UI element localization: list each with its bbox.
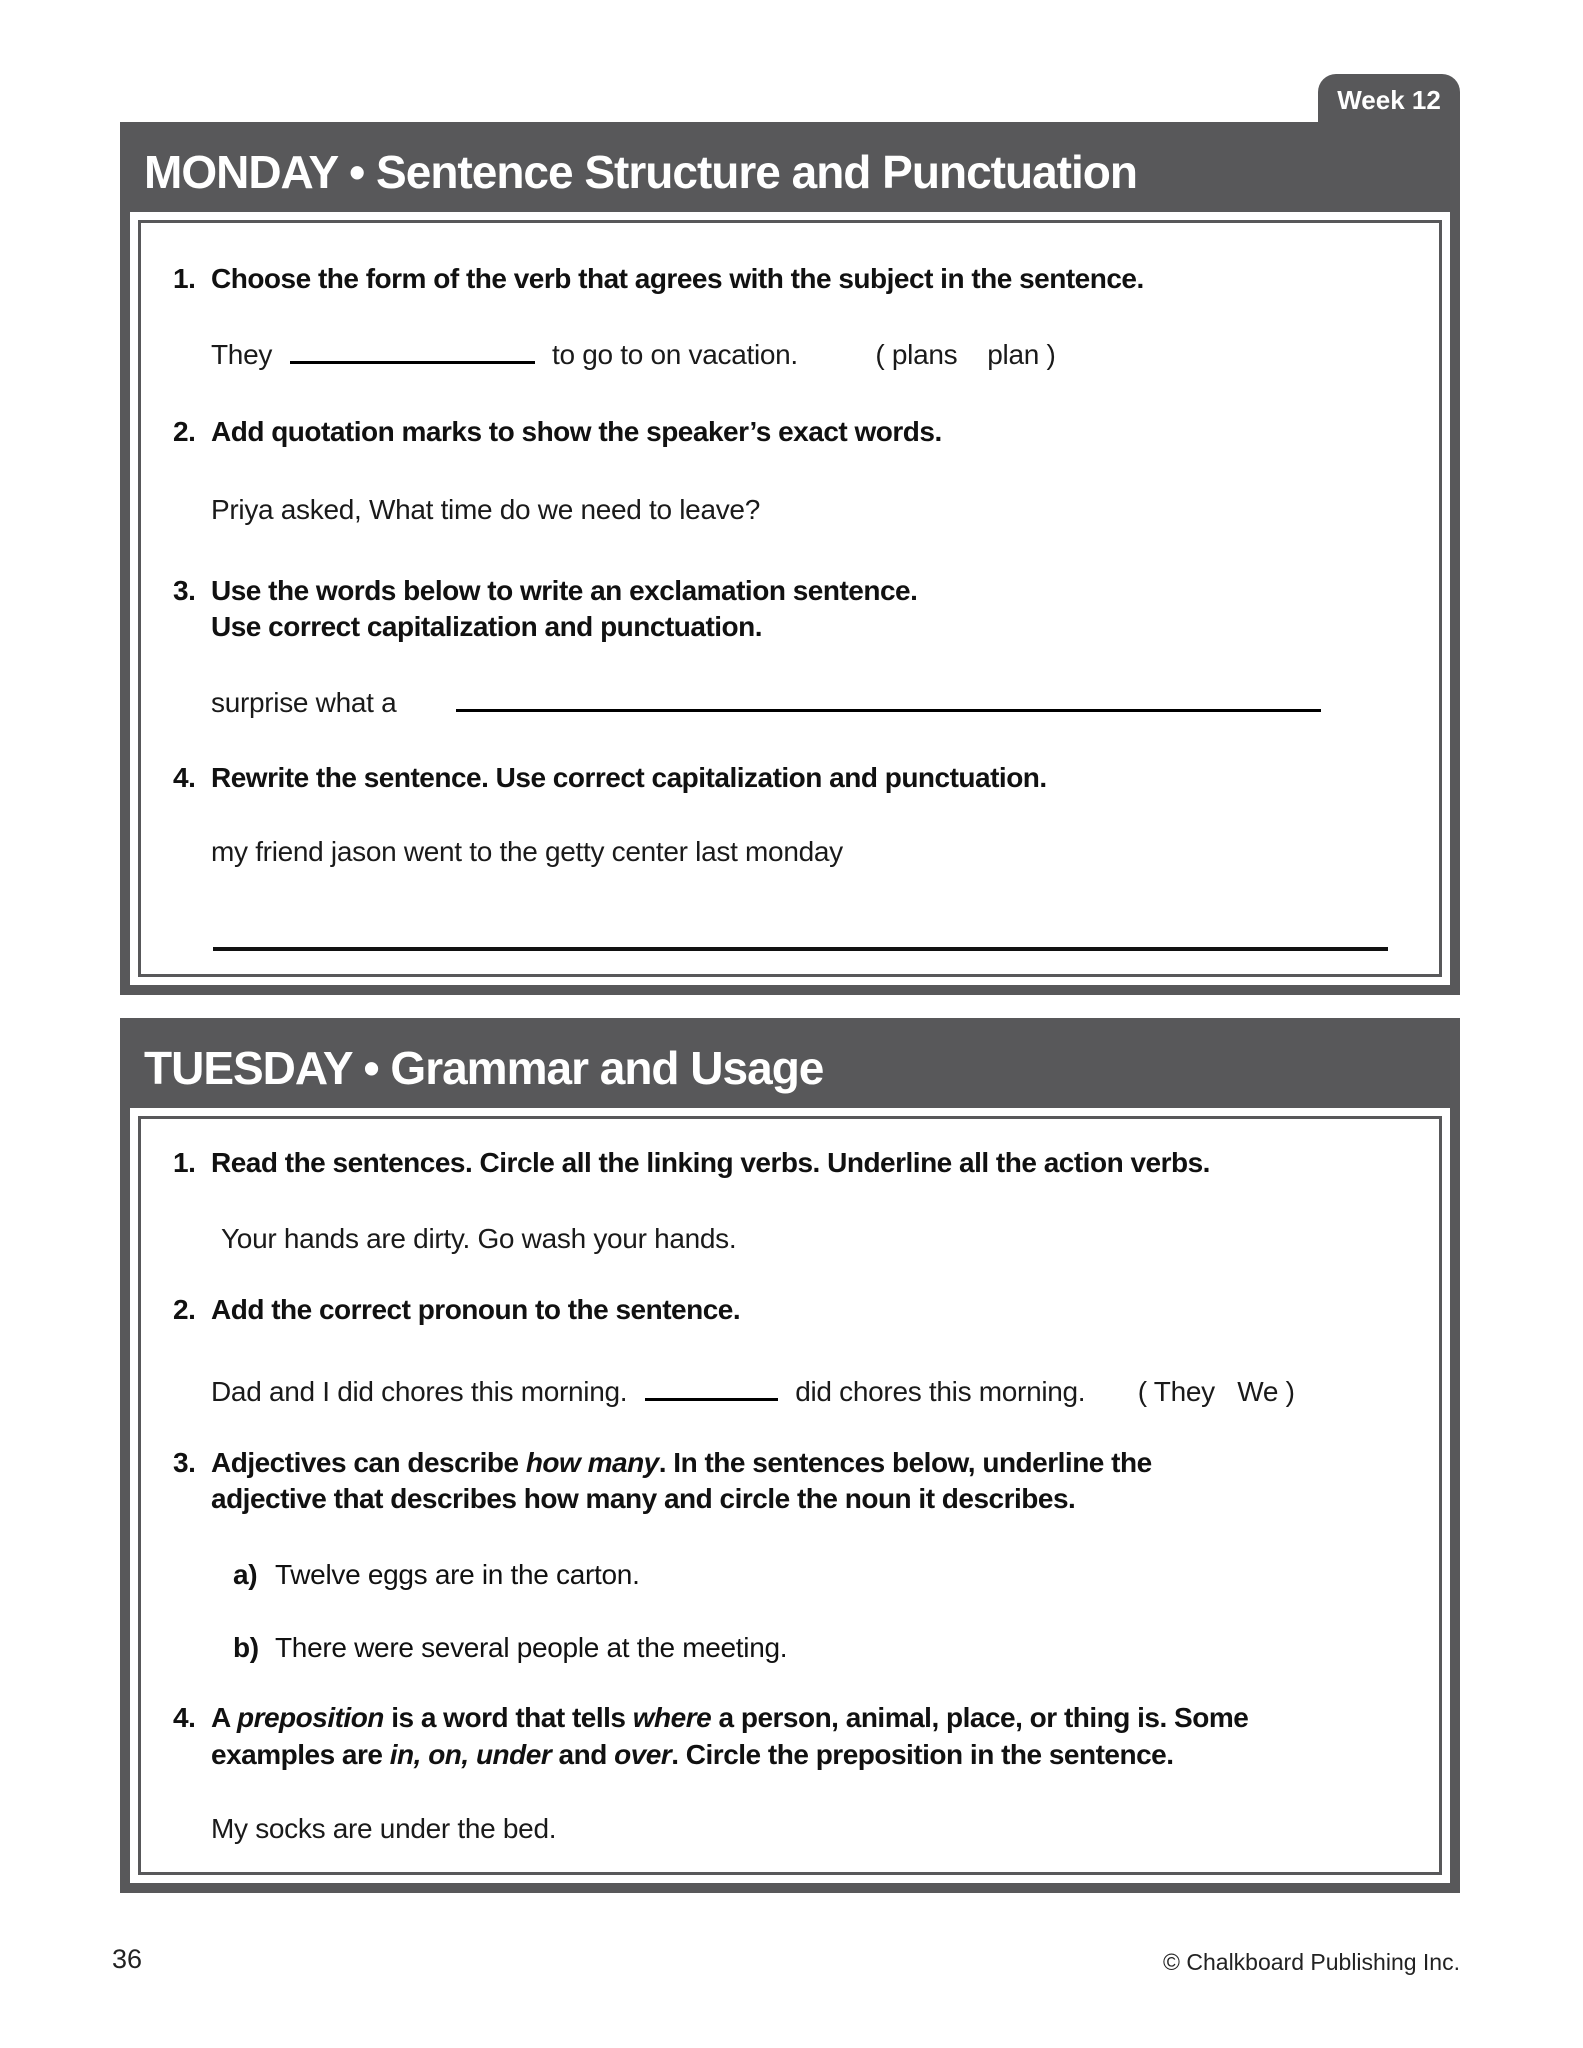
tuesday-header <box>130 1028 1450 1108</box>
tuesday-q2-choices: ( They We ) <box>1137 1376 1295 1408</box>
monday-q3-prompt: 3. Use the words below to write an exclamation sentence. Use correct capitalization and punctuation. <box>173 573 1425 646</box>
tuesday-q3-number: 3. <box>173 1446 196 1478</box>
monday-q2-prompt: 2. Add quotation marks to show the speaker’s exact words. <box>173 414 1425 450</box>
monday-q4-prompt: 4. Rewrite the sentence. Use correct capitalization and punctuation. <box>173 760 1425 796</box>
monday-q1-sentence: They to go to on vacation. ( plans plan ) <box>211 339 1056 371</box>
tuesday-q3-item-b-label: b) <box>233 1631 259 1663</box>
tuesday-title: TUESDAY • Grammar and Usage <box>144 1042 824 1094</box>
tuesday-q3-item-b: b) There were several people at the meeting. <box>233 1630 1425 1666</box>
monday-q2-number: 2. <box>173 415 196 447</box>
monday-q4-number: 4. <box>173 761 196 793</box>
tuesday-q2-answer-blank[interactable] <box>645 1375 778 1401</box>
monday-q1-choices: ( plans plan ) <box>875 339 1056 371</box>
week-badge <box>1318 74 1460 126</box>
monday-q4-sentence: my friend jason went to the getty center last monday <box>211 836 843 868</box>
monday-q4-answer-line[interactable] <box>213 947 1388 951</box>
tuesday-q4-prompt: 4. A preposition is a word that tells where a person, animal, place, or thing is. Some examples are in, on, under and over. Circle the preposition in the sentence. <box>173 1700 1425 1773</box>
monday-q3-answer-blank[interactable] <box>456 686 1321 712</box>
monday-header <box>130 132 1450 212</box>
tuesday-q1-sentence: Your hands are dirty. Go wash your hands. <box>221 1223 737 1255</box>
monday-content <box>138 220 1442 977</box>
monday-q3-number: 3. <box>173 574 196 606</box>
monday-q3-words: surprise what a <box>211 685 1425 721</box>
monday-q1-prompt: 1. Choose the form of the verb that agrees with the subject in the sentence. <box>173 261 1425 297</box>
tuesday-q4-number: 4. <box>173 1702 196 1734</box>
tuesday-q3-prompt: 3. Adjectives can describe how many. In the sentences below, underline the adjective that describes how many and circle the noun it describes. <box>173 1445 1425 1518</box>
tuesday-q1-number: 1. <box>173 1147 196 1178</box>
monday-q1-answer-blank[interactable] <box>290 338 535 364</box>
tuesday-q2-sentence: Dad and I did chores this morning. did chores this morning. ( They We ) <box>211 1376 1295 1408</box>
monday-section <box>120 122 1460 995</box>
monday-title: MONDAY • Sentence Structure and Punctuation <box>144 146 1137 198</box>
tuesday-q2-prompt: 2. Add the correct pronoun to the sentence. <box>173 1292 1425 1328</box>
monday-q1-number: 1. <box>173 263 196 294</box>
tuesday-section <box>120 1018 1460 1893</box>
week-badge-label: Week 12 <box>1337 84 1441 115</box>
tuesday-q2-number: 2. <box>173 1293 196 1325</box>
page-number: 36 <box>112 1944 143 1974</box>
monday-q2-sentence: Priya asked, What time do we need to leave? <box>211 494 760 526</box>
tuesday-q3-item-a-label: a) <box>233 1559 258 1591</box>
copyright-notice: © Chalkboard Publishing Inc. <box>1163 1949 1460 1975</box>
tuesday-q3-item-a: a) Twelve eggs are in the carton. <box>233 1557 1425 1593</box>
tuesday-q4-sentence: My socks are under the bed. <box>211 1812 557 1844</box>
tuesday-q1-prompt: 1. Read the sentences. Circle all the linking verbs. Underline all the action verbs. <box>173 1145 1425 1181</box>
tuesday-content <box>138 1116 1442 1875</box>
